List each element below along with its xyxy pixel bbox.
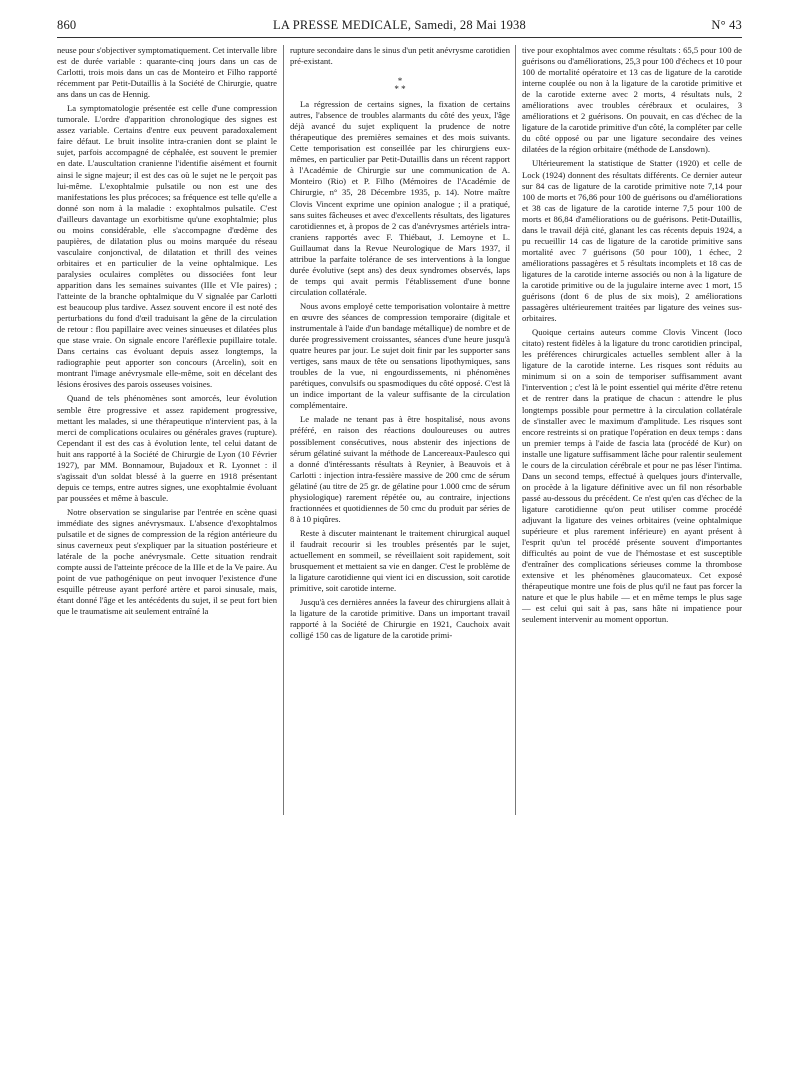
column-divider (283, 45, 284, 815)
paragraph: Ultérieurement la statistique de Statter (1920) et celle de Lock (1924) donnent des résultats différents. Ce dernier auteur sur 84 cas de ligature de la carotide primitive note 7,14 pour 100 de morts et 76,86 pour 100 de guérisons ou d'améliorations et 38 cas de ligature de la carotide interne 7,5 pour 100 de morts et 86,84 d'améliorations ou de guérisons. Petit-Dutaillis, dans le travail déjà cité, glanant les cas récents depuis 1924, a pu recueillir 14 cas de ligature de la carotide primitive sans mortalité avec 7 guérisons (50 pour 100), 1 échec, 2 améliorations passagères et 5 résultats incomplets et 18 cas de ligatures de la carotide interne associés ou non à la ligature de la carotide primitive ou de la jugulaire interne avec 1 mort, 15 guérisons (dont 6 de plus de six mois), 2 améliorations passagères ultérieurement traitées par ligature des veines sus-orbitaires. (522, 158, 742, 324)
page-header (57, 18, 742, 36)
paragraph: Le malade ne tenant pas à être hospitalisé, nous avons préféré, en raison des réactions douloureuses ou autres possiblement consécutives, nous abstenir des injections de sérum gélatiné suivant la méthode de Lancereaux-Paulesco qui a donné d'intéressants résultats à Reynier, à Beauvois et à Carlotti : injection intra-fessière massive de 200 cmc de sérum gélatiné (au titre de 25 gr. de gélatine pour 1.000 cmc de sérum physiologique) rarement répétée ou, au contraire, injections fractionnées et quotidiennes de 50 cmc du produit par séries de 8 à 10 piqûres. (290, 414, 510, 524)
header-rule (57, 37, 742, 38)
paragraph: rupture secondaire dans le sinus d'un petit anévrysme carotidien pré-existant. (290, 45, 510, 67)
issue-number: N° 43 (711, 18, 742, 32)
paragraph: tive pour exophtalmos avec comme résultats : 65,5 pour 100 de guérisons ou d'améliorations, 25,3 pour 100 d'échecs et 10 pour 100 de mortalité opératoire et 13 cas de ligature de la carotide interne couplée ou non à la ligature de la carotide primitive et de la carotide externe avec 2 morts, 4 résultats nuls, 2 améliorations avec troubles cérébraux et oculaires, 3 améliorations et 2 guérisons. On pouvait, en cas d'échec de la ligature de la carotide primitive d'un côté, la compléter par celle du côté opposé ou par une ligature secondaire des veines dilatées de la région orbitaire (méthode de Lansdown). (522, 45, 742, 155)
paragraph: Reste à discuter maintenant le traitement chirurgical auquel il faudrait recourir si les troubles présentés par le sujet, actuellement en sommeil, se réveillaient soit rapidement, soit brusquement et mettaient sa vie en danger. C'est le problème de la ligature carotidienne qui vient ici en discussion, soit carotide primitive, soit carotide interne. (290, 527, 510, 594)
paragraph: neuse pour s'objectiver symptomatiquement. Cet intervalle libre est de durée variable : quarante-cinq jours dans un cas de Carlotti, trois mois dans un cas de Monteiro et Filho rapporté récemment par Petit-Dutaillis à la Société de Chirurgie, quatre ans dans un cas de Hennig. (57, 45, 277, 100)
column-divider (515, 45, 516, 815)
paragraph: Quand de tels phénomènes sont amorcés, leur évolution semble être progressive et assez rapidement progressive, mettant les malades, si une thérapeutique n'intervient pas, à la merci de complications oculaires ou générales graves (rupture). Cependant il est des cas à évolution lente, tel celui datant de huit ans rapporté à la Société de Chirurgie de Lyon (10 Février 1927), par MM. Bonnamour, Bujadoux et R. Lyonnet : il s'agissait d'un soldat blessé à la guerre en 1918 présentant depuis ce temps, entre autres signes, une exophtalmie évoluant par poussées et même à bascule. (57, 393, 277, 503)
paragraph: La régression de certains signes, la fixation de certains autres, l'absence de troubles alarmants du côté des yeux, l'âge déjà avancé du sujet expliquent la prudence de notre thérapeutique des premières semaines et des mois suivants. Cette temporisation est conseillée par les chirurgiens eux-mêmes, en particulier par Petit-Dutaillis dans un récent rapport à l'Académie de Chirurgie sur une communication de A. Monteiro (Rio) et P. Filho (Mémoires de l'Académie de Chirurgie, n° 35, 28 Décembre 1935, p. 14). Notre maître Clovis Vincent exprime une opinion analogue ; il a pratiqué, sans suites fâcheuses et avec d'excellents résultats, des ligatures carotidiennes et, à propos de 2 cas d'anévrysmes artériels intra-craniens rapportés avec F. Thiébaut, J. Lemoyne et L. Guillaumat dans la Revue Neurologique de Mars 1937, il attribue la parfaite tolérance de ses interventions à la longue durée évolutive (sept ans) des deux syndromes observés, laps de temps qui avait permis l'établissement d'une bonne circulation collatérale. (290, 99, 510, 297)
text-column-2 (290, 45, 510, 641)
page-number: 860 (57, 18, 77, 32)
text-column-3 (522, 45, 742, 625)
paragraph: Notre observation se singularise par l'entrée en scène quasi immédiate des signes anévrysmaux. L'absence d'exophtalmos pulsatile et de signes de compression de la région antérieure du sinus caverneux peut s'expliquer par la situation postérieure et latérale de la poche anévrysmale. Cette situation rendrait compte aussi de l'atteinte précoce de la IIIe et de la Ve paire. Au point de vue pathogénique on peut invoquer l'existence d'une esquille pétreuse ayant perforé artère et paroi sinusale, mais, étant donné l'âge et les antécédents du sujet, il se peut fort bien que le traumatisme ait seulement entraîné la (57, 506, 277, 617)
paragraph: Jusqu'à ces dernières années la faveur des chirurgiens allait à la ligature de la carotide primitive. Dans un important travail rapporté à la Société de Chirurgie en 1921, Cauchoix avait colligé 150 cas de ligature de la carotide primi- (290, 597, 510, 641)
separator-star: * * (394, 84, 406, 95)
paragraph: Nous avons employé cette temporisation volontaire à mettre en œuvre des séances de compression temporaire (digitale et instrumentale à l'aide d'un bandage métallique) de nombre et de durée progressivement croissantes, séances d'une heure jusqu'à quatre heures par jour. Le sujet doit finir par les supporter sans vertiges, sans maux de tête ou sensations lipothymiques, sans troubles de la vue, ni engourdissements, ni phénomènes parétiques, convulsifs ou spasmodiques du côté opposé. C'est là un indice important de la valeur suffisante de la circulation complémentaire. (290, 300, 510, 411)
separator-star: * (397, 76, 403, 87)
paragraph: La symptomatologie présentée est celle d'une compression tumorale. L'ordre d'apparition chronologique des signes est assez variable. Certains d'entre eux peuvent paradoxalement faire défaut. Le bruit insolite intra-cranien dont se plaint le sujet, parfois accompagné de céphalée, est souvent le premier en date. L'auscultation cranienne l'identifie aisément et fournit ainsi le signe majeur; il est des cas où le sujet ne le perçoit pas lui-même. L'exophtalmie pulsatile ou non est une des manifestations les plus précoces; sa fréquence est telle qu'elle a donné son nom à la maladie : exophtalmos pulsatile. C'est d'ailleurs davantage un exorbitisme qu'une exophtalmie; plus ou moins considérable, elle s'accompagne d'œdème des paupières, de dilatation plus ou moins marquée du réseau vasculaire conjonctival, de dilatation et thrill des veines orbitaires et en particulier de la veine ophtalmique. Les paralysies oculaires complètes ou dissociées font leur apparition dans les semaines suivantes (IIIe et VIe paires) ; l'atteinte de la branche ophtalmique du V signalée par Carlotti est beaucoup plus tardive. Assez souvent encore il est noté des perturbations du fond d'œil traduisant la gêne de la circulation de retour : flou papillaire avec veines sinueuses et dilatées plus que stase vraie. On signale encore l'aréflexie pupillaire totale. Dans certains cas évoluant depuis assez longtemps, la radiographie peut apporter son concours (Arcelin), soit en montrant l'image anévrysmale elle-même, soit en décelant des lésions érosives des parois osseuses voisines. (57, 103, 277, 390)
paragraph: Quoique certains auteurs comme Clovis Vincent (loco citato) restent fidèles à la ligature du tronc carotidien principal, les préférences chirurgicales actuelles semblent aller à la ligature de la carotide interne. Les risques sont réduits au minimum si on a soin de temporiser suffisamment avant l'intervention ; c'est là le point essentiel qui mérite d'être retenu et de rentrer dans la pratique de chacun : attendre le plus longtemps possible pour permettre à la circulation collatérale de s'installer avec le maximum d'amplitude. Les risques sont encore restreints si on pratique l'opération en deux temps : dans un premier temps à l'aide de fascia lata (procédé de Kur) on installe une ligature suffisamment lâche pour ralentir seulement le cours de la circulation cérébrale et pour ne pas léser l'intima. Dans un second temps, effectué à quelques jours d'intervalle, on procède à la ligature définitive avec un fil non résorbable passé au-dessous du précédent. Ce n'est qu'en cas d'échec de la ligature carotidienne qu'on peut utiliser comme procédé adjuvant la ligature des veines orbitaires (veine ophtalmique supérieure et plus rarement inférieure) en ayant présent à l'esprit qu'un tel procédé présente souvent d'importantes difficultés au point de vue de l'hémostase et est susceptible d'entraîner des complications sérieuses comme la thrombose extensive et les phénomènes glaucomateux. Cet exposé thérapeutique montre une fois de plus qu'il ne faut pas forcer la nature et que le plus habile — et en même temps le plus sage — est celui qui sait à pas, sans hâte ni impatience pour seulement intervenir au moment opportun. (522, 327, 742, 625)
journal-title-date: LA PRESSE MEDICALE, Samedi, 28 Mai 1938 (273, 18, 526, 32)
text-column-1 (57, 45, 277, 617)
section-separator (290, 77, 510, 93)
